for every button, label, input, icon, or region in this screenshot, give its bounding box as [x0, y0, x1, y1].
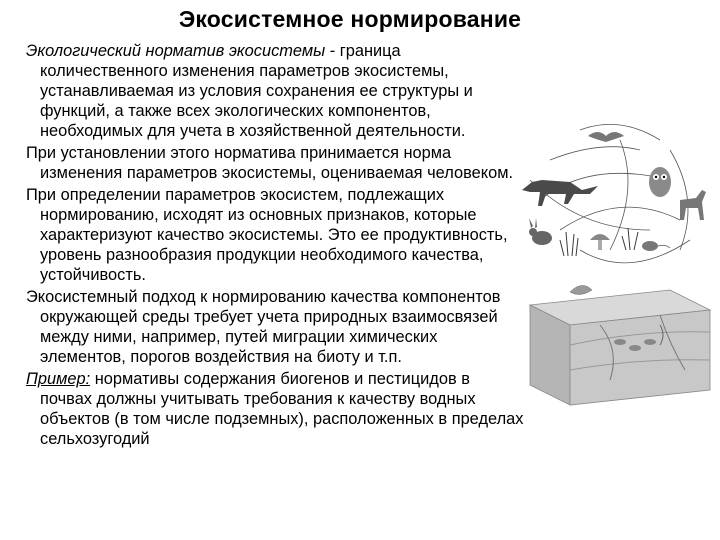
mushroom-icon	[590, 234, 610, 250]
fox-icon	[522, 180, 598, 206]
example-text: нормативы содержания биогенов и пестицидов в почвах должны учитывать требования к качеству водных объектов (в том числе подземных), расположенных в пределах сельхозугодий	[40, 370, 524, 448]
owl-icon	[649, 167, 671, 197]
animal-icon	[680, 190, 706, 220]
paragraph-example	[26, 369, 526, 449]
leaf-icon	[570, 285, 592, 294]
soil-block	[530, 290, 710, 405]
ecosystem-diagram	[520, 120, 715, 410]
term-ecological-norm: Экологический норматив экосистемы	[26, 42, 326, 60]
body-text	[26, 41, 526, 451]
paragraph-norm-setting: При установлении этого норматива принимается норма изменения параметров экосистемы, оцениваемая человеком.	[26, 144, 514, 182]
example-label: Пример:	[26, 370, 91, 388]
slide-title: Экосистемное нормирование	[178, 6, 522, 32]
definition-text: - граница количественного изменения параметров экосистемы, устанавливаемая из условия сохранения ее структуры и функций, а также всех экологических компонентов, необходимых для учета в хозяйственной деятельности.	[40, 42, 473, 140]
ecosystem-illustration	[520, 120, 715, 410]
paragraph-definition	[26, 41, 526, 141]
paragraph-parameters: При определении параметров экосистем, подлежащих нормированию, исходят из основных признаков, которые характеризуют качество экосистемы. Это ее продуктивность, уровень разнообразия продукции необходимого качества, устойчивость.	[26, 186, 508, 284]
mouse-icon	[642, 241, 670, 251]
rabbit-icon	[529, 218, 552, 245]
bird-icon	[588, 132, 624, 142]
paragraph-ecosystem-approach: Экосистемный подход к нормированию качества компонентов окружающей среды требует учета природных взаимосвязей между ними, например, путей миграции химических элементов, порогов воздействия на биоту и т.п.	[26, 288, 501, 366]
